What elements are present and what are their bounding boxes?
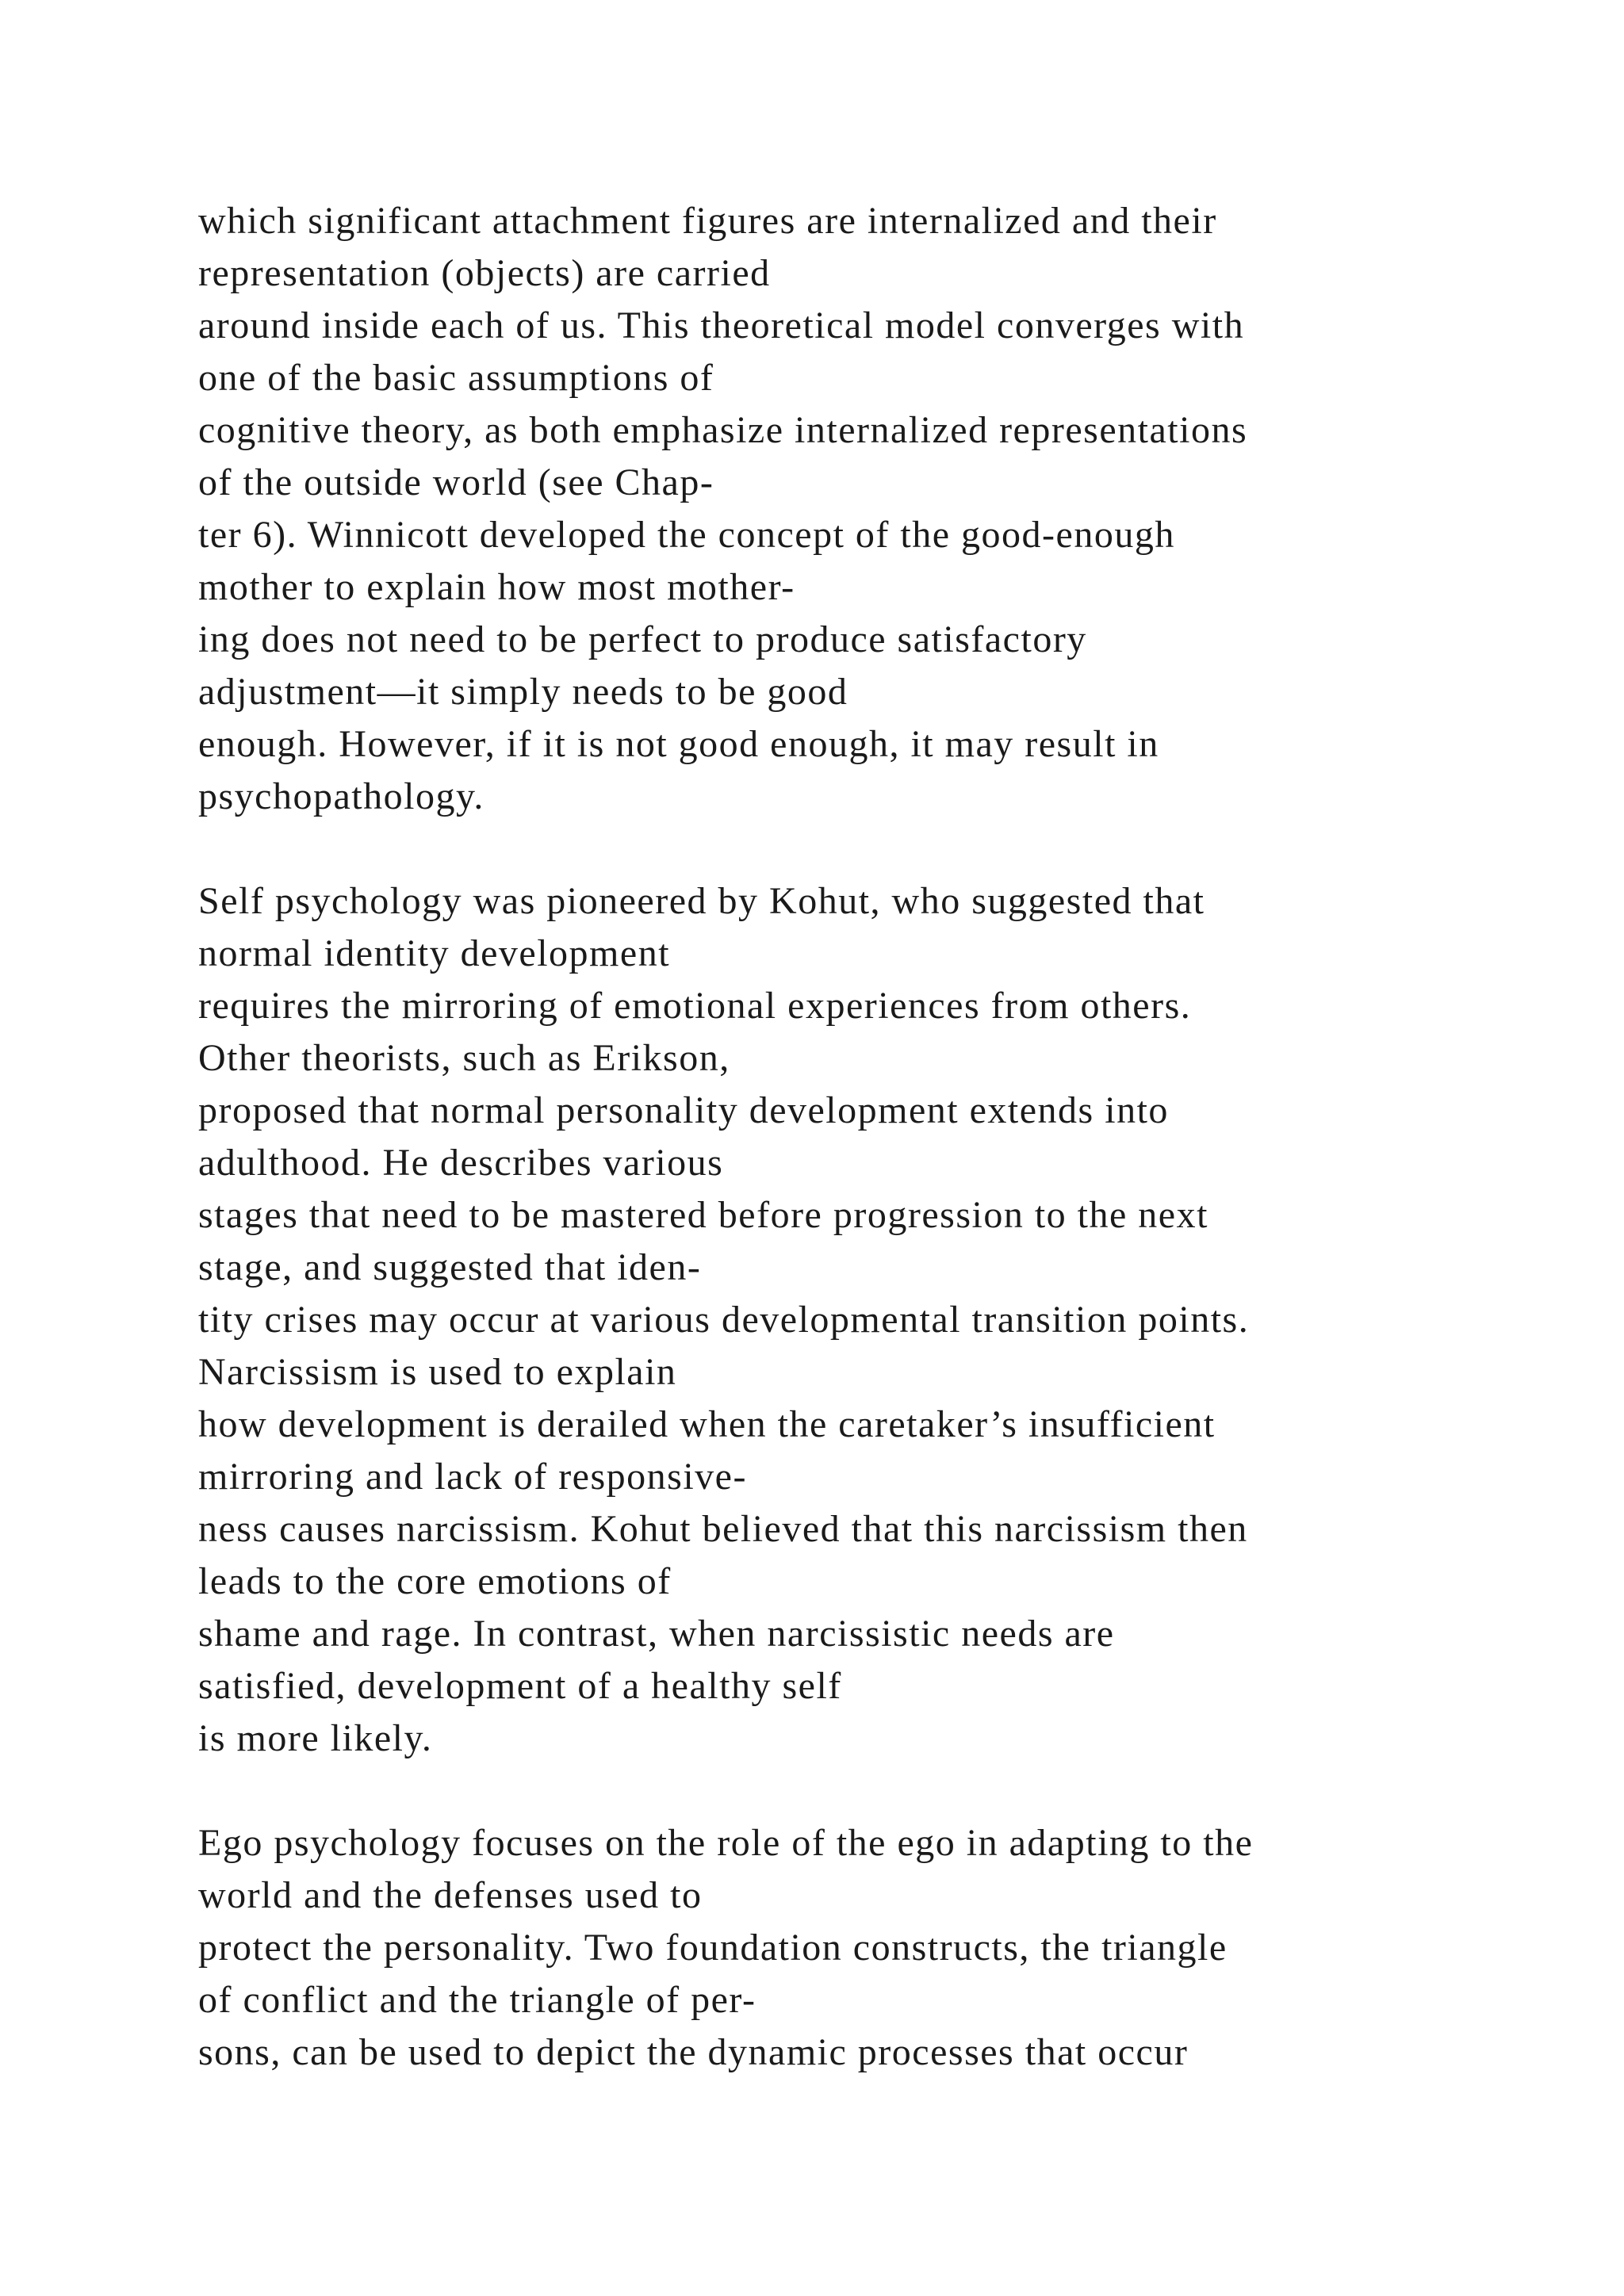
- text-line: ing does not need to be perfect to produce satisfactory: [198, 618, 1087, 660]
- text-line: sons, can be used to depict the dynamic processes that occur: [198, 2031, 1189, 2073]
- body-text: [198, 195, 1546, 2079]
- text-line: mirroring and lack of responsive-: [198, 1456, 747, 1498]
- text-line: mother to explain how most mother-: [198, 566, 795, 608]
- text-line: protect the personality. Two foundation constructs, the triangle: [198, 1927, 1228, 1969]
- text-line: requires the mirroring of emotional experiences from others.: [198, 985, 1192, 1027]
- text-line: leads to the core emotions of: [198, 1560, 672, 1602]
- text-line: world and the defenses used to: [198, 1874, 703, 1916]
- text-line: of the outside world (see Chap-: [198, 461, 714, 503]
- text-line: enough. However, if it is not good enough, it may result in: [198, 723, 1159, 765]
- text-line: stage, and suggested that iden-: [198, 1246, 702, 1288]
- text-line: Other theorists, such as Erikson,: [198, 1037, 730, 1079]
- text-line: proposed that normal personality development extends into: [198, 1089, 1169, 1131]
- paragraph-gap: [198, 823, 1546, 875]
- text-line: Narcissism is used to explain: [198, 1351, 677, 1393]
- text-line: one of the basic assumptions of: [198, 357, 714, 399]
- text-line: normal identity development: [198, 932, 671, 974]
- text-line: around inside each of us. This theoretical model converges with: [198, 304, 1245, 346]
- text-line: representation (objects) are carried: [198, 252, 771, 294]
- text-line: satisfied, development of a healthy self: [198, 1665, 842, 1707]
- text-line: of conflict and the triangle of per-: [198, 1979, 756, 2021]
- paragraph-ego-psychology: [198, 1817, 1546, 2079]
- text-line: Self psychology was pioneered by Kohut, who suggested that: [198, 880, 1205, 922]
- text-line: which significant attachment figures are internalized and their: [198, 200, 1217, 242]
- text-line: Ego psychology focuses on the role of the ego in adapting to the: [198, 1822, 1254, 1864]
- text-line: is more likely.: [198, 1717, 433, 1759]
- text-line: adulthood. He describes various: [198, 1142, 724, 1184]
- text-line: psychopathology.: [198, 775, 485, 817]
- text-line: stages that need to be mastered before progression to the next: [198, 1194, 1208, 1236]
- text-line: cognitive theory, as both emphasize internalized representations: [198, 409, 1248, 451]
- text-line: ter 6). Winnicott developed the concept of the good-enough: [198, 514, 1175, 556]
- text-line: how development is derailed when the caretaker’s insufficient: [198, 1403, 1216, 1445]
- paragraph-object-relations: [198, 195, 1546, 823]
- text-line: ness causes narcissism. Kohut believed that this narcissism then: [198, 1508, 1248, 1550]
- paragraph-gap: [198, 1765, 1546, 1817]
- text-line: adjustment—it simply needs to be good: [198, 671, 848, 713]
- text-line: shame and rage. In contrast, when narcissistic needs are: [198, 1613, 1115, 1655]
- text-line: tity crises may occur at various developmental transition points.: [198, 1299, 1250, 1341]
- paragraph-self-psychology: [198, 875, 1546, 1765]
